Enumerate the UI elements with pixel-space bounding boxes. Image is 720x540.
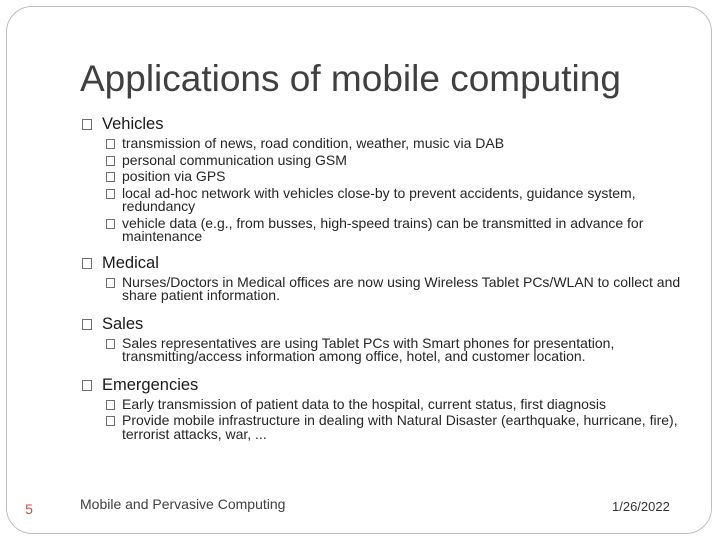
list-item: [80, 334, 690, 364]
bullet-box-icon: [106, 139, 115, 149]
list-item: [80, 170, 690, 184]
list-item-text: Sales representatives are using Tablet PCs with Smart phones for presentation, transmitting/access information among office, hotel, and customer location.: [122, 334, 615, 364]
list-item: [80, 184, 690, 214]
list-item-text: position via GPS: [122, 168, 226, 184]
slide-content: [80, 114, 690, 441]
section-vehicles: [80, 114, 690, 134]
section-label: Medical: [102, 253, 159, 272]
section-emergencies: [80, 375, 690, 395]
bullet-box-icon: [82, 380, 92, 391]
list-item: [80, 151, 690, 168]
list-item-text: Provide mobile infrastructure in dealing with Natural Disaster (earthquake, hurricane, fire), terrorist attacks, war, ...: [122, 412, 678, 442]
list-item-text: local ad-hoc network with vehicles close-by to prevent accidents, guidance system, redundancy: [122, 184, 636, 214]
section-sales: [80, 314, 690, 334]
bullet-box-icon: [106, 156, 115, 166]
list-item: [80, 273, 690, 303]
list-item-text: personal communication using GSM: [122, 151, 347, 168]
list-item-text: vehicle data (e.g., from busses, high-speed trains) can be transmitted in advance for maintenance: [122, 214, 644, 244]
list-item: [80, 214, 690, 244]
footer-date: 1/26/2022: [612, 499, 670, 514]
bullet-box-icon: [106, 172, 115, 182]
bullet-box-icon: [82, 319, 92, 330]
bullet-box-icon: [106, 219, 115, 229]
list-item: [80, 137, 690, 151]
bullet-box-icon: [106, 400, 115, 410]
list-item-text: Nurses/Doctors in Medical offices are now using Wireless Tablet PCs/WLAN to collect and share patient information.: [122, 273, 681, 303]
bullet-box-icon: [106, 339, 115, 349]
section-medical: [80, 253, 690, 273]
bullet-box-icon: [82, 119, 92, 130]
slide-title: Applications of mobile computing: [80, 58, 621, 99]
list-item: [80, 414, 690, 441]
section-label: Sales: [102, 314, 144, 333]
list-item-text: Early transmission of patient data to the hospital, current status, first diagnosis: [122, 395, 607, 412]
list-item-text: transmission of news, road condition, weather, music via DAB: [122, 135, 505, 151]
section-label: Vehicles: [102, 115, 164, 133]
section-label: Emergencies: [102, 375, 199, 394]
bullet-box-icon: [82, 258, 92, 269]
bullet-box-icon: [106, 189, 115, 199]
bullet-box-icon: [106, 416, 115, 426]
bullet-box-icon: [106, 278, 115, 288]
footer-course: Mobile and Pervasive Computing: [80, 496, 286, 512]
page-number: 5: [18, 494, 40, 524]
list-item: [80, 395, 690, 412]
